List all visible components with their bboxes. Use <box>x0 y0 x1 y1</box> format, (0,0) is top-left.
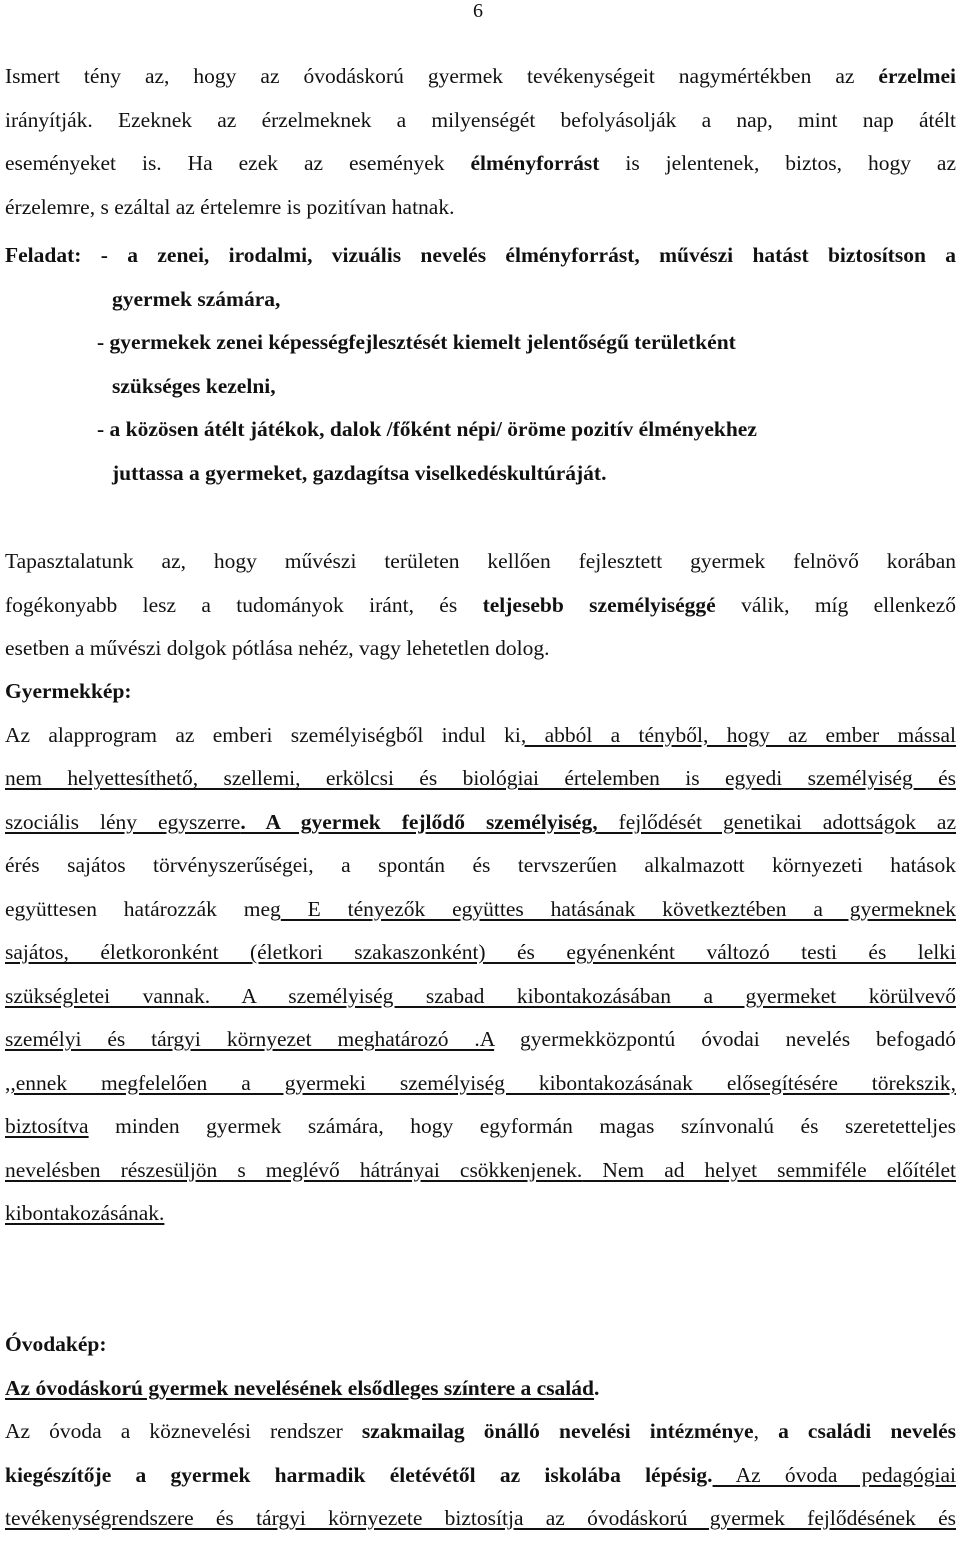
text-run: . <box>594 1375 600 1400</box>
ovodakep-section <box>5 1323 956 1541</box>
gy-line-11 <box>5 1149 956 1193</box>
underlined-text: fejlődését genetikai adottságok az <box>597 809 956 834</box>
bold-underlined-text: . A gyermek fejlődő személyiség, <box>240 809 598 834</box>
page-number: 6 <box>473 0 483 22</box>
underlined-text: kibontakozásának. <box>5 1201 165 1225</box>
gyermekkep-section <box>5 670 956 1236</box>
text-run: együttesen határozzák meg <box>5 896 281 921</box>
gy-line-10 <box>5 1105 956 1149</box>
intro-line-2 <box>5 99 956 143</box>
text-run: fogékonyabb lesz a tudományok iránt, és <box>5 592 483 617</box>
intro-paragraph <box>5 55 956 229</box>
text-run: Az óvoda a köznevelési rendszer <box>5 1419 362 1443</box>
feladat-item-3: - a közösen átélt játékok, dalok /főként népi/ öröme pozitív élményekhez <box>97 417 757 442</box>
text-run: szükséges kezelni, <box>112 373 276 398</box>
text-run: Az alapprogram az emberi személyiségből indul ki <box>5 722 521 747</box>
underlined-text: szociális lény egyszerre <box>5 809 241 834</box>
gy-line-7 <box>5 975 956 1019</box>
underlined-text: szükségletei vannak. <box>5 983 211 1008</box>
gy-line-3 <box>5 801 956 845</box>
text-run: Tapasztalatunk az, hogy művészi területen kellően fejlesztett gyermek felnövő korában <box>5 549 956 573</box>
underlined-text: sajátos, életkoronként (életkori szakaszonként) és egyénenként változó testi és lelki <box>5 940 956 964</box>
underlined-text: nevelésben részesüljön s meglévő hátrányai csökkenjenek. <box>5 1157 583 1182</box>
text-run: irányítják. Ezeknek az érzelmeknek a milyenségét befolyásolják a nap, mint nap átélt <box>5 107 956 132</box>
text-run: minden gyermek számára, hogy egyformán magas színvonalú és szeretetteljes <box>88 1114 956 1138</box>
gy-line-5 <box>5 888 956 932</box>
text-run: gyermek számára, <box>112 286 281 311</box>
ov-line-1 <box>5 1410 956 1454</box>
underlined-text: biztosítva <box>5 1114 89 1138</box>
text-run: juttassa a gyermeket, gazdagítsa viselkedéskultúráját. <box>112 460 607 485</box>
text-run: Ismert tény az, hogy az óvodáskorú gyermek tevékenységeit nagymértékben az <box>5 64 879 88</box>
gy-line-2 <box>5 757 956 801</box>
gy-line-1 <box>5 714 956 758</box>
feladat-line-2 <box>5 278 956 322</box>
gy-line-6 <box>5 931 956 975</box>
ovodakep-heading: Óvodakép: <box>5 1332 107 1356</box>
feladat-line-3 <box>5 321 956 365</box>
intro-line-3 <box>5 142 956 186</box>
underlined-text: , abból a tényből, hogy az ember mással <box>520 722 956 747</box>
text-run: érzelemre, s ezáltal az értelemre is pozitívan hatnak. <box>5 194 455 219</box>
tap-line-2 <box>5 584 956 628</box>
text-run: érés sajátos törvényszerűségei, a spontán és tervszerűen alkalmazott környezeti hatások <box>5 853 956 877</box>
ovodakep-subheading <box>5 1367 956 1411</box>
feladat-item-2: - gyermekek zenei képességfejlesztését kiemelt jelentőségű területként <box>97 330 736 355</box>
ov-line-2 <box>5 1454 956 1498</box>
underlined-text: E tényezők együttes hatásának következtében a gyermeknek <box>280 896 956 921</box>
feladat-item-1: - a zenei, irodalmi, vizuális nevelés élményforrást, művészi hatást biztosítson a <box>81 243 956 267</box>
feladat-label: Feladat: <box>5 243 82 267</box>
feladat-line-1 <box>5 234 956 278</box>
text-run: esetben a művészi dolgok pótlása nehéz, vagy lehetetlen dolog. <box>5 636 550 660</box>
underlined-text: Az óvodáskorú gyermek nevelésének elsődleges színtere a család <box>5 1375 594 1400</box>
gy-line-12 <box>5 1192 956 1236</box>
bold-text: élményforrást <box>470 151 600 175</box>
gy-line-8 <box>5 1018 956 1062</box>
underlined-text: tevékenységrendszere és tárgyi környezete biztosítja az óvodáskorú gyermek fejlődésének és <box>5 1506 956 1530</box>
feladat-line-4 <box>5 365 956 409</box>
underlined-text: Az óvoda pedagógiai <box>712 1462 956 1487</box>
text-run: gyermekközpontú óvodai nevelés befogadó <box>494 1027 956 1051</box>
underlined-text: személyi és tárgyi környezet meghatározó .A <box>5 1027 495 1051</box>
tapasztalat-paragraph <box>5 540 956 671</box>
gy-line-4 <box>5 844 956 888</box>
bold-text: teljesebb személyiséggé <box>482 592 716 617</box>
intro-line-1 <box>5 55 956 99</box>
underlined-text: nem helyettesíthető, szellemi, erkölcsi és biológiai értelemben is egyedi személyiség és <box>5 766 956 790</box>
feladat-line-5 <box>5 408 956 452</box>
gy-line-9 <box>5 1062 956 1106</box>
underlined-text: A személyiség szabad kibontakozásában a gyermeket körülvevő <box>210 983 956 1008</box>
ov-line-3 <box>5 1497 956 1541</box>
text-run: , <box>753 1419 779 1443</box>
text-run: eseményeket is. Ha ezek az események <box>5 151 471 175</box>
bold-text: a családi nevelés <box>778 1419 956 1443</box>
underlined-text: ,,ennek megfelelően a gyermeki személyiség kibontakozásának elősegítésére törekszik, <box>5 1070 956 1095</box>
text-run: válik, míg ellenkező <box>715 592 956 617</box>
underlined-text: Nem ad helyet semmiféle előítélet <box>582 1157 956 1182</box>
bold-text: érzelmei <box>878 64 956 88</box>
tap-line-1 <box>5 540 956 584</box>
bold-text: kiegészítője a gyermek harmadik életévétől az iskolába lépésig. <box>5 1462 713 1487</box>
tap-line-3 <box>5 627 956 671</box>
intro-line-4 <box>5 186 956 230</box>
bold-text: szakmailag önálló nevelési intézménye <box>361 1419 754 1443</box>
feladat-section <box>5 234 956 496</box>
feladat-line-6 <box>5 452 956 496</box>
text-run: is jelentenek, biztos, hogy az <box>599 151 956 175</box>
gyermekkep-heading: Gyermekkép: <box>5 679 132 703</box>
